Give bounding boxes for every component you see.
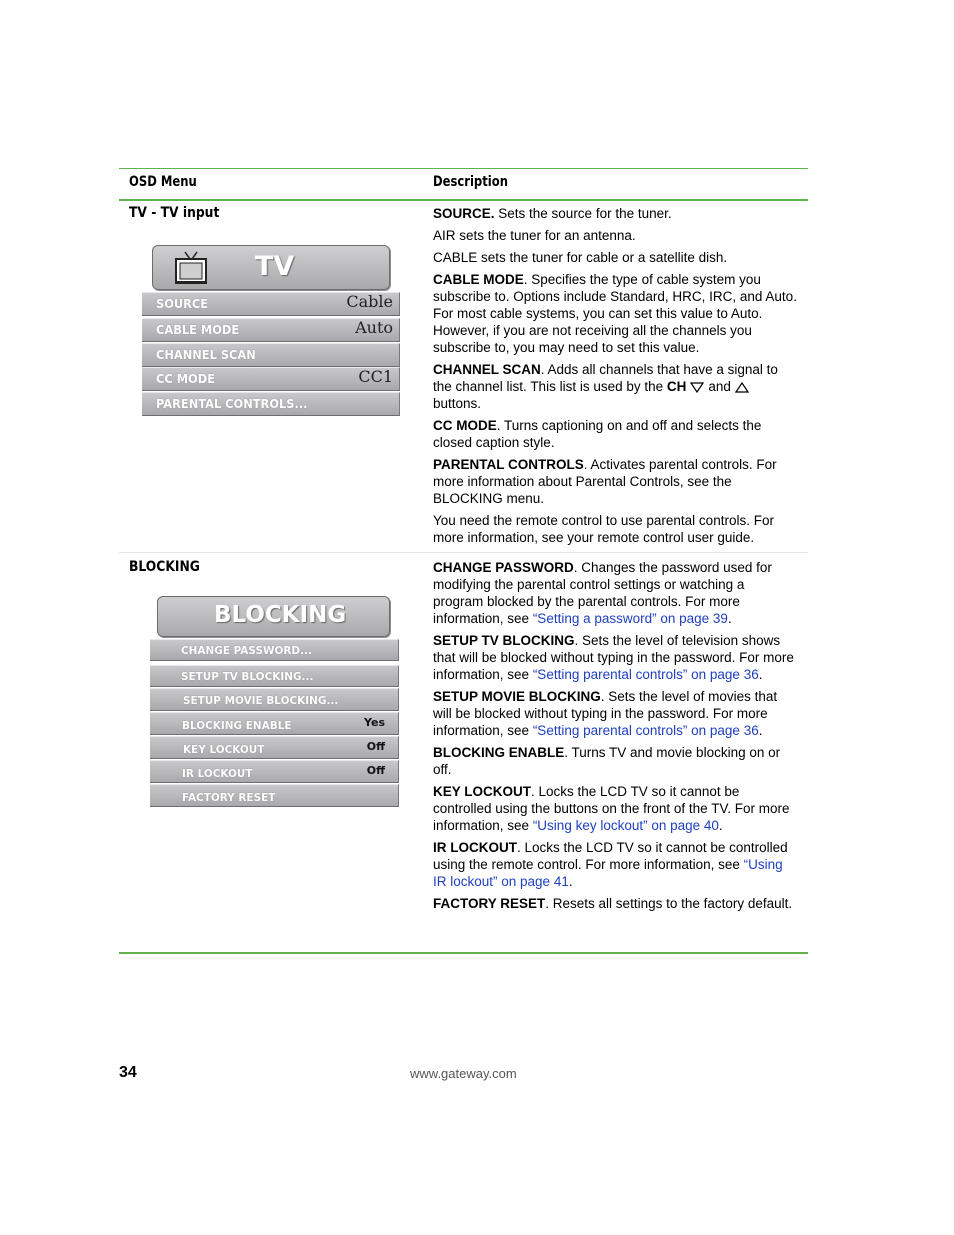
desc-cable: CABLE sets the tuner for cable or a satellite dish. bbox=[433, 250, 728, 265]
osd-item-label: FACTORY RESET bbox=[182, 791, 276, 804]
desc-remote-note: You need the remote control to use parental controls. For more information, see your remote control user guide. bbox=[433, 513, 774, 545]
term-change-password: CHANGE PASSWORD bbox=[433, 560, 574, 575]
term-cc-mode: CC MODE bbox=[433, 418, 497, 433]
desc-ir-lockout: IR LOCKOUT. Locks the LCD TV so it cannot be controlled using the remote control. For more information, see “Using IR lockout” on page 41. bbox=[433, 840, 788, 889]
column-header-description: Description bbox=[433, 174, 508, 190]
text-parental-controls: . Activates parental controls. For more information about Parental Controls, see the BLOCKING menu. bbox=[433, 457, 777, 506]
link-key-lockout[interactable]: “Using key lockout” on page 40 bbox=[532, 818, 719, 833]
blocking-osd-item-setup-movie-blocking[interactable] bbox=[150, 688, 399, 711]
table-header-rule bbox=[119, 199, 808, 201]
tv-osd-item-cc-mode[interactable] bbox=[142, 367, 400, 391]
row-label-blocking: BLOCKING bbox=[129, 559, 200, 575]
term-ir-lockout: IR LOCKOUT bbox=[433, 840, 517, 855]
row-divider bbox=[119, 552, 808, 553]
osd-item-label: SETUP TV BLOCKING... bbox=[181, 670, 314, 683]
osd-item-label: IR LOCKOUT bbox=[182, 767, 253, 780]
text-channel-scan: . Adds all channels that have a signal to the channel list. This list is used by the bbox=[433, 362, 778, 394]
osd-item-label: SETUP MOVIE BLOCKING... bbox=[183, 694, 339, 707]
term-ch: CH bbox=[666, 379, 687, 394]
text-factory-reset: . Resets all settings to the factory default. bbox=[545, 896, 793, 911]
tv-osd-item-channel-scan[interactable] bbox=[142, 343, 400, 367]
table-bottom-rule bbox=[119, 952, 808, 954]
term-key-lockout: KEY LOCKOUT bbox=[433, 784, 532, 799]
blocking-osd-item-setup-tv-blocking[interactable] bbox=[150, 665, 399, 687]
desc-blocking-enable bbox=[433, 744, 797, 778]
row-label-tv-input: TV - TV input bbox=[129, 205, 220, 221]
term-blocking-enable: BLOCKING ENABLE bbox=[433, 745, 565, 760]
text-buttons: buttons. bbox=[433, 396, 482, 411]
osd-item-value: Off bbox=[366, 764, 385, 777]
text-cable-mode: . Specifies the type of cable system you subscribe to. Options include Standard, HRC, IRC, and Auto. For most cable systems, you can set this value to Auto. However, if you are not receiving all the channels you subscribe to, you may need to set this value. bbox=[433, 272, 797, 355]
desc-setup-tv-blocking: SETUP TV BLOCKING. Sets the level of television shows that will be blocked without typing in the password. For more information, see “Setting parental controls” on page 36. bbox=[433, 633, 794, 682]
blocking-osd-item-ir-lockout[interactable] bbox=[150, 760, 399, 783]
osd-item-label: CHANNEL SCAN bbox=[156, 348, 256, 362]
table-top-rule bbox=[119, 168, 808, 169]
desc-air: AIR sets the tuner for an antenna. bbox=[433, 228, 636, 243]
desc-setup-movie-blocking: SETUP MOVIE BLOCKING. Sets the level of movies that will be blocked without typing in the password. For more information, see “Setting parental controls” on page 36. bbox=[433, 689, 778, 738]
desc-source bbox=[433, 205, 797, 222]
tv-description bbox=[433, 205, 797, 551]
tv-osd-item-parental-controls[interactable] bbox=[142, 392, 400, 416]
blocking-osd-item-change-password[interactable] bbox=[150, 639, 399, 661]
link-parental-controls-movie[interactable]: “Setting parental controls” on page 36 bbox=[532, 723, 759, 738]
term-factory-reset: FACTORY RESET bbox=[433, 896, 546, 911]
text-change-password: . Changes the password used for modifying the parental control settings or watching a program blocked by the parental controls. For more information, see bbox=[433, 560, 772, 626]
osd-item-label: CC MODE bbox=[156, 372, 215, 386]
column-header-osd-menu: OSD Menu bbox=[129, 174, 197, 190]
osd-item-label: BLOCKING ENABLE bbox=[182, 719, 292, 732]
text-setup-tv-blocking: . Sets the level of television shows that will be blocked without typing in the password. For more information, see bbox=[433, 633, 794, 682]
tv-osd-title: TV bbox=[255, 251, 295, 282]
link-parental-controls-tv[interactable]: “Setting parental controls” on page 36 bbox=[532, 667, 759, 682]
text-and: and bbox=[708, 379, 731, 394]
blocking-osd-item-key-lockout[interactable] bbox=[150, 736, 399, 759]
term-parental-controls: PARENTAL CONTROLS bbox=[433, 457, 584, 472]
tv-osd-title-bar bbox=[152, 245, 390, 290]
term-setup-tv-blocking: SETUP TV BLOCKING bbox=[433, 633, 575, 648]
osd-item-value: Auto bbox=[355, 318, 393, 337]
text-blocking-enable: . Turns TV and movie blocking on or off. bbox=[433, 745, 781, 777]
blocking-osd-title-bar bbox=[157, 596, 390, 637]
text-key-lockout: . Locks the LCD TV so it cannot be controlled using the buttons on the front of the TV. For more information, see bbox=[433, 784, 790, 833]
blocking-osd-item-factory-reset[interactable] bbox=[150, 784, 399, 807]
osd-item-value: Yes bbox=[364, 716, 385, 729]
osd-item-label: PARENTAL CONTROLS... bbox=[156, 397, 308, 411]
term-setup-movie-blocking: SETUP MOVIE BLOCKING bbox=[433, 689, 601, 704]
blocking-osd-menu bbox=[150, 596, 402, 808]
desc-parental-controls bbox=[433, 456, 797, 507]
term-source: SOURCE. bbox=[433, 206, 495, 221]
text-setup-movie-blocking: . Sets the level of movies that will be blocked without typing in the password. For more information, see bbox=[433, 689, 778, 738]
term-cable-mode: CABLE MODE bbox=[433, 272, 524, 287]
channel-down-icon bbox=[690, 382, 704, 393]
osd-item-label: KEY LOCKOUT bbox=[183, 743, 265, 756]
link-setting-password[interactable]: “Setting a password” on page 39 bbox=[532, 611, 728, 626]
desc-cable-mode bbox=[433, 271, 797, 356]
tv-osd-menu bbox=[142, 245, 402, 420]
osd-item-value: CC1 bbox=[358, 367, 393, 386]
tv-osd-item-source[interactable] bbox=[142, 292, 400, 316]
text-cc-mode: . Turns captioning on and off and selects the closed caption style. bbox=[433, 418, 762, 450]
footer-url: www.gateway.com bbox=[410, 1066, 517, 1081]
page-number: 34 bbox=[119, 1064, 137, 1081]
text-ir-lockout: . Locks the LCD TV so it cannot be controlled using the remote control. For more information, see bbox=[433, 840, 788, 872]
link-ir-lockout[interactable]: “Using IR lockout” on page 41 bbox=[433, 857, 783, 889]
desc-factory-reset bbox=[433, 895, 797, 912]
television-icon bbox=[173, 250, 209, 286]
osd-item-value: Off bbox=[366, 740, 385, 753]
blocking-description bbox=[433, 559, 797, 917]
term-channel-scan: CHANNEL SCAN bbox=[433, 362, 541, 377]
osd-item-label: CHANGE PASSWORD... bbox=[181, 644, 313, 657]
osd-item-label: SOURCE bbox=[156, 297, 209, 311]
osd-item-label: CABLE MODE bbox=[156, 323, 240, 337]
desc-key-lockout: KEY LOCKOUT. Locks the LCD TV so it cannot be controlled using the buttons on the front of the TV. For more information, see “Using key lockout” on page 40. bbox=[433, 784, 790, 833]
blocking-osd-title: BLOCKING bbox=[214, 602, 347, 628]
tv-osd-item-cable-mode[interactable] bbox=[142, 318, 400, 342]
channel-up-icon bbox=[735, 382, 749, 393]
osd-item-value: Cable bbox=[346, 292, 393, 311]
desc-cc-mode bbox=[433, 417, 797, 451]
blocking-osd-item-blocking-enable[interactable] bbox=[150, 712, 399, 735]
text-source: Sets the source for the tuner. bbox=[494, 206, 672, 221]
desc-change-password: CHANGE PASSWORD. Changes the password used for modifying the parental control settings or watching a program blocked by the parental controls. For more information, see “Setting a password” on page 39. bbox=[433, 560, 772, 626]
desc-channel-scan bbox=[433, 361, 797, 412]
